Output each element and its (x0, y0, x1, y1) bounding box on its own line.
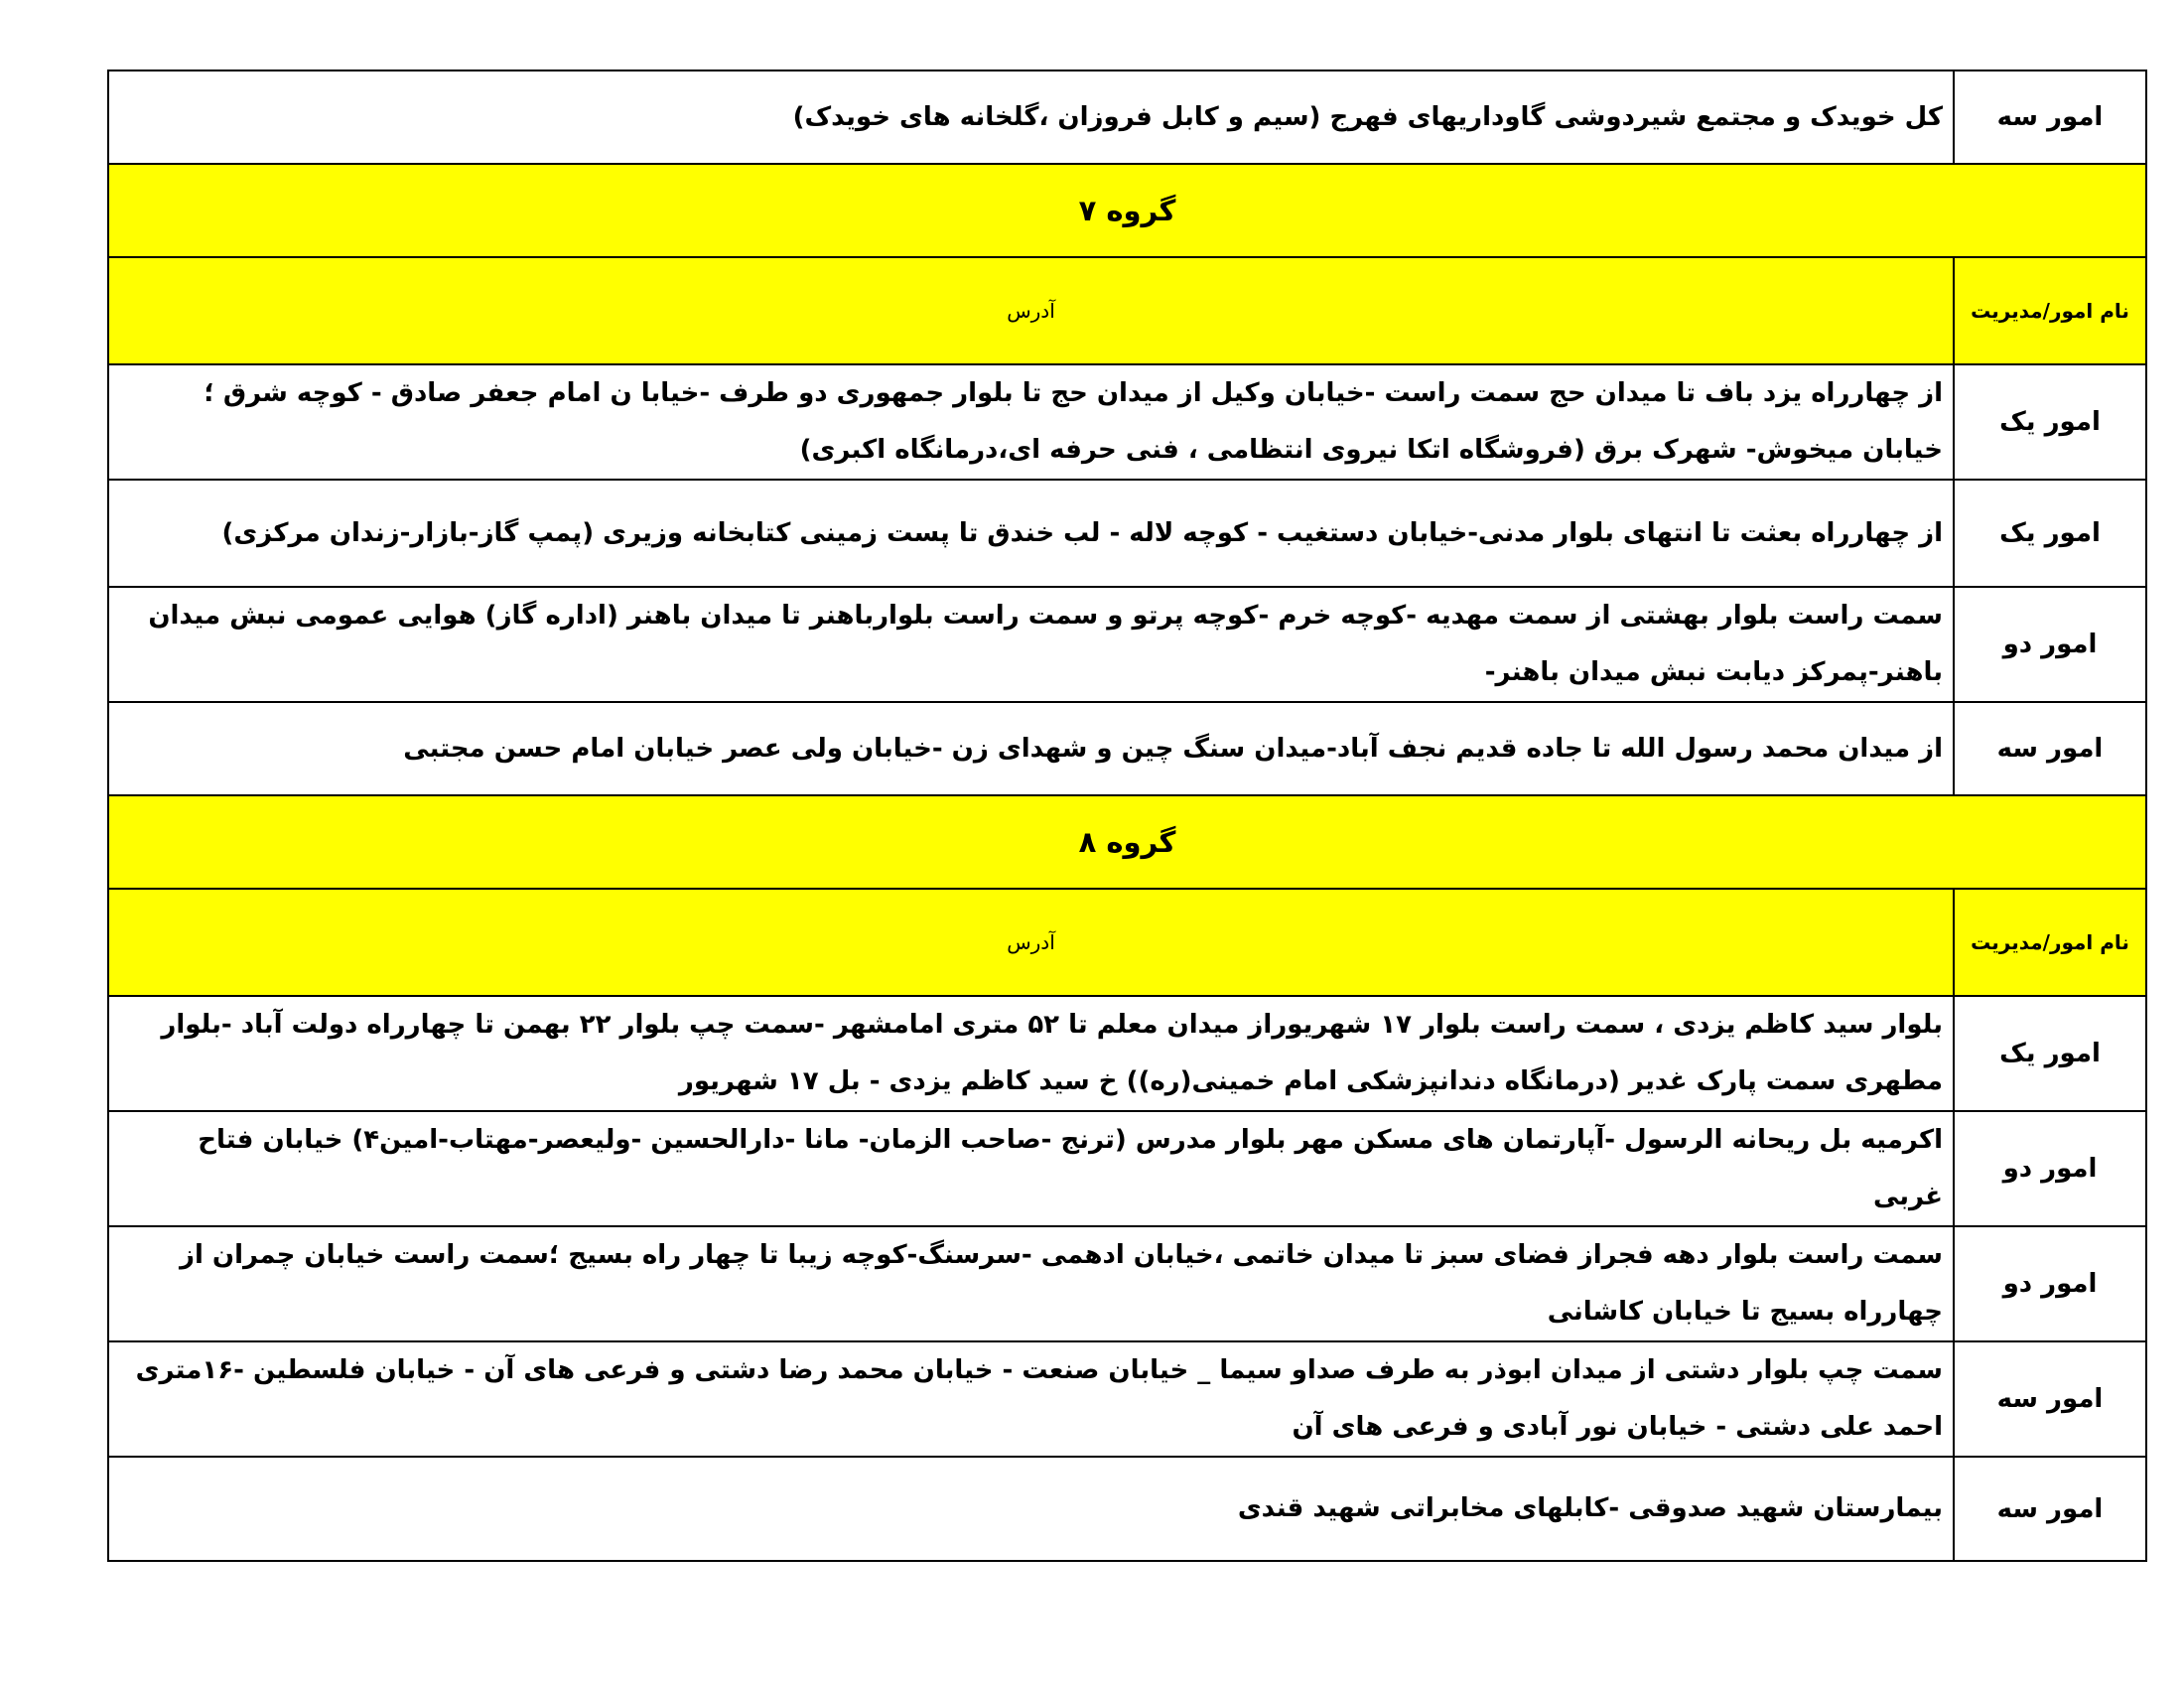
address-cell: کل خویدک و مجتمع شیردوشی گاوداریهای فهرج (سیم و کابل فروزان ،گلخانه های خویدک) (108, 70, 1954, 164)
group-title: گروه ۸ (108, 795, 2146, 889)
table-row (108, 364, 2146, 480)
table-row (108, 996, 2146, 1111)
unit-name-cell: امور دو (1954, 1111, 2146, 1226)
unit-name-cell: امور یک (1954, 996, 2146, 1111)
unit-name-cell: امور دو (1954, 1226, 2146, 1341)
table-row (108, 702, 2146, 795)
column-header-address: آدرس (108, 257, 1954, 364)
unit-name-cell: امور سه (1954, 702, 2146, 795)
unit-name-cell: امور دو (1954, 587, 2146, 702)
unit-name-cell: امور سه (1954, 1457, 2146, 1561)
address-table-sheet (107, 70, 2147, 1562)
unit-name-cell: امور سه (1954, 70, 2146, 164)
table-row (108, 480, 2146, 587)
table-row (108, 1457, 2146, 1561)
table-row (108, 1341, 2146, 1457)
header-row (108, 889, 2146, 996)
address-cell: از چهارراه یزد باف تا میدان حج سمت راست -خیابان وکیل از میدان حج تا بلوار جمهوری دو طرف -خیابا ن امام جعفر صادق - کوچه شرق ؛خیابان میخوش- شهرک برق (فروشگاه اتکا نیروی انتظامی ، فنی حرفه ای،درمانگاه اکبری) (108, 364, 1954, 480)
unit-name-cell: امور سه (1954, 1341, 2146, 1457)
address-cell: اکرمیه بل ریحانه الرسول -آپارتمان های مسکن مهر بلوار مدرس (ترنج -صاحب الزمان- مانا -دارالحسین -ولیعصر-مهتاب-امین۴) خیابان فتاح غربی (108, 1111, 1954, 1226)
group-title-row (108, 795, 2146, 889)
address-cell: بلوار سید کاظم یزدی ، سمت راست بلوار ۱۷ شهریوراز میدان معلم تا ۵۲ متری امامشهر -سمت چپ بلوار ۲۲ بهمن تا چهارراه دولت آباد -بلوار مطهری سمت پارک غدیر (درمانگاه دندانپزشکی امام خمینی(ره)) خ سید کاظم یزدی - بل ۱۷ شهریور (108, 996, 1954, 1111)
header-row (108, 257, 2146, 364)
address-cell: سمت چپ بلوار دشتی از میدان ابوذر به طرف صداو سیما _ خیابان صنعت - خیابان محمد رضا دشتی و فرعی های آن - خیابان فلسطین -۱۶متری احمد علی دشتی - خیابان نور آبادی و فرعی های آن (108, 1341, 1954, 1457)
table-row (108, 1226, 2146, 1341)
address-cell: از میدان محمد رسول الله تا جاده قدیم نجف آباد-میدان سنگ چین و شهدای زن -خیابان ولی عصر خیابان امام حسن مجتبی (108, 702, 1954, 795)
group-title: گروه ۷ (108, 164, 2146, 257)
address-cell: بیمارستان شهید صدوقی -کابلهای مخابراتی شهید قندی (108, 1457, 1954, 1561)
group-title-row (108, 164, 2146, 257)
table-row (108, 70, 2146, 164)
column-header-name: نام امور/مدیریت (1954, 889, 2146, 996)
table-row (108, 1111, 2146, 1226)
outage-address-table (107, 70, 2147, 1562)
table-row (108, 587, 2146, 702)
address-cell: سمت راست بلوار بهشتی از سمت مهدیه -کوچه خرم -کوچه پرتو و سمت راست بلوارباهنر تا میدان باهنر (اداره گاز) هوایی عمومی نبش میدان باهنر-پمرکز دیابت نبش میدان باهنر- (108, 587, 1954, 702)
address-cell: سمت راست بلوار دهه فجراز فضای سبز تا میدان خاتمی ،خیابان ادهمی -سرسنگ-کوچه زیبا تا چهار راه بسیج ؛سمت راست خیابان چمران از چهارراه بسیج تا خیابان کاشانی (108, 1226, 1954, 1341)
column-header-address: آدرس (108, 889, 1954, 996)
unit-name-cell: امور یک (1954, 364, 2146, 480)
unit-name-cell: امور یک (1954, 480, 2146, 587)
column-header-name: نام امور/مدیریت (1954, 257, 2146, 364)
address-cell: از چهارراه بعثت تا انتهای بلوار مدنی-خیابان دستغیب - کوچه لاله - لب خندق تا پست زمینی کتابخانه وزیری (پمپ گاز-بازار-زندان مرکزی) (108, 480, 1954, 587)
